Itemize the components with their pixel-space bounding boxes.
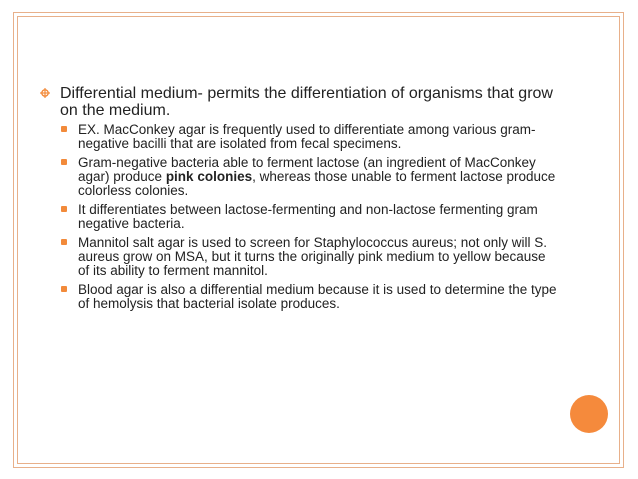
sub-bullet-item [60, 236, 560, 278]
square-bullet-icon [61, 286, 67, 292]
sub-bullet-text: Mannitol salt agar is used to screen for Staphylococcus aureus; not only will S. aureus grow on MSA, but it turns the originally pink medium to yellow because of its ability to ferment mannitol. [78, 235, 547, 278]
sub-bullet-item [60, 283, 560, 311]
sub-bullet-bold-text: pink colonies [165, 169, 253, 184]
sub-bullet-text: Gram-negative bacteria able to ferment lactose (an ingredient of MacConkey agar) produce [78, 155, 536, 184]
sub-bullet-text: , whereas those unable to ferment lactose produce colorless colonies. [78, 169, 556, 198]
decorative-circle [570, 395, 608, 433]
square-bullet-icon [61, 206, 67, 212]
sub-bullet-text: Blood agar is also a differential medium because it is used to determine the type of hemolysis that bacterial isolate produces. [78, 282, 557, 311]
square-bullet-icon [61, 239, 67, 245]
square-bullet-icon [61, 159, 67, 165]
ornament-bullet-icon [40, 88, 50, 98]
slide-content [40, 85, 560, 316]
sub-bullet-text: It differentiates between lactose-fermenting and non-lactose fermenting gram negative bacteria. [78, 202, 538, 231]
main-bullet-item [40, 85, 560, 119]
sub-bullet-text: EX. MacConkey agar is frequently used to differentiate among various gram-negative bacilli that are isolated from fecal specimens. [78, 122, 536, 151]
sub-bullet-item [60, 156, 560, 198]
sub-bullet-item [60, 123, 560, 151]
sub-bullet-item [60, 203, 560, 231]
main-bullet-text: Differential medium- permits the differentiation of organisms that grow on the medium. [60, 85, 553, 119]
sub-bullet-list [40, 123, 560, 311]
square-bullet-icon [61, 126, 67, 132]
